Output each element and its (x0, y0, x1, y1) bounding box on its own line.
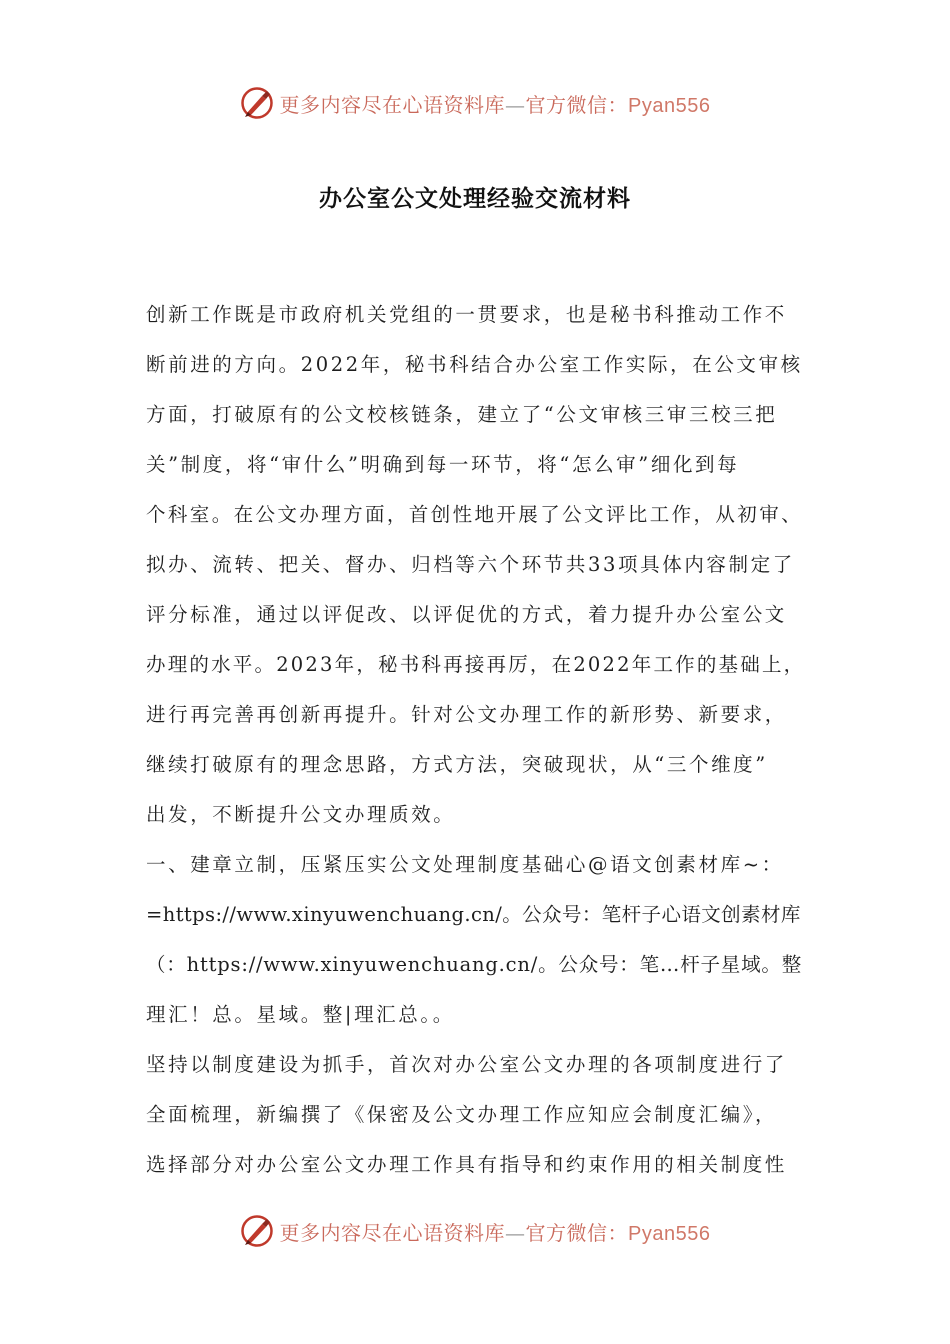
banner-main-text: 更多内容尽在心语资料库 (279, 92, 506, 117)
body-line: 评分标准，通过以评促改、以评促优的方式，着力提升办公室公文 (146, 603, 787, 626)
section-heading-line: 一、建章立制，压紧压实公文处理制度基础心@语文创素材库~： (146, 853, 784, 876)
body-line: （：https://www.xinyuwenchuang.cn/。公众号：笔…杆子星域。整 (146, 953, 803, 976)
pen-logo-icon (240, 1214, 274, 1248)
pen-logo-icon (240, 86, 274, 120)
body-line: 断前进的方向。2022年，秘书科结合办公室工作实际，在公文审核 (146, 353, 803, 376)
body-line: =https://www.xinyuwenchuang.cn/。公众号：笔杆子心语文创素材库 (146, 903, 801, 926)
body-line: 拟办、流转、把关、督办、归档等六个环节共33项具体内容制定了 (146, 553, 795, 576)
banner-dash: — (505, 92, 526, 117)
banner-wechat-id: Pyan556 (628, 94, 711, 117)
body-line: 继续打破原有的理念思路，方式方法，突破现状，从“三个维度” (146, 753, 768, 776)
body-line: 方面，打破原有的公文校核链条，建立了“公文审核三审三校三把 (146, 403, 778, 426)
footer-banner (0, 1211, 950, 1251)
body-line: 创新工作既是市政府机关党组的一贯要求，也是秘书科推动工作不 (146, 303, 787, 326)
document-title: 办公室公文处理经验交流材料 (319, 185, 631, 212)
body-line: 选择部分对办公室公文办理工作具有指导和约束作用的相关制度性 (146, 1153, 787, 1176)
banner-text (280, 89, 711, 118)
body-line: 关”制度，将“审什么”明确到每一环节，将“怎么审”细化到每 (146, 453, 740, 476)
body-line: 办理的水平。2023年，秘书科再接再厉，在2022年工作的基础上， (146, 653, 806, 676)
body-line: 进行再完善再创新再提升。针对公文办理工作的新形势、新要求， (146, 703, 787, 726)
banner-wechat-label: 官方微信： (525, 1220, 629, 1245)
body-line: 全面梳理，新编撰了《保密及公文办理工作应知应会制度汇编》， (146, 1103, 778, 1126)
body-line: 个科室。在公文办理方面，首创性地开展了公文评比工作，从初审、 (146, 503, 804, 526)
header-banner (0, 83, 950, 123)
body-line: 坚持以制度建设为抓手，首次对办公室公文办理的各项制度进行了 (146, 1053, 787, 1076)
document-body (146, 290, 806, 1190)
banner-dash: — (505, 1220, 526, 1245)
banner-text (280, 1217, 711, 1246)
banner-wechat-label: 官方微信： (525, 92, 629, 117)
banner-wechat-id: Pyan556 (628, 1222, 711, 1245)
banner-main-text: 更多内容尽在心语资料库 (279, 1220, 506, 1245)
body-line: 出发，不断提升公文办理质效。 (146, 803, 456, 826)
body-line: 理汇！总。星域。整|理汇总。。 (146, 1003, 455, 1026)
